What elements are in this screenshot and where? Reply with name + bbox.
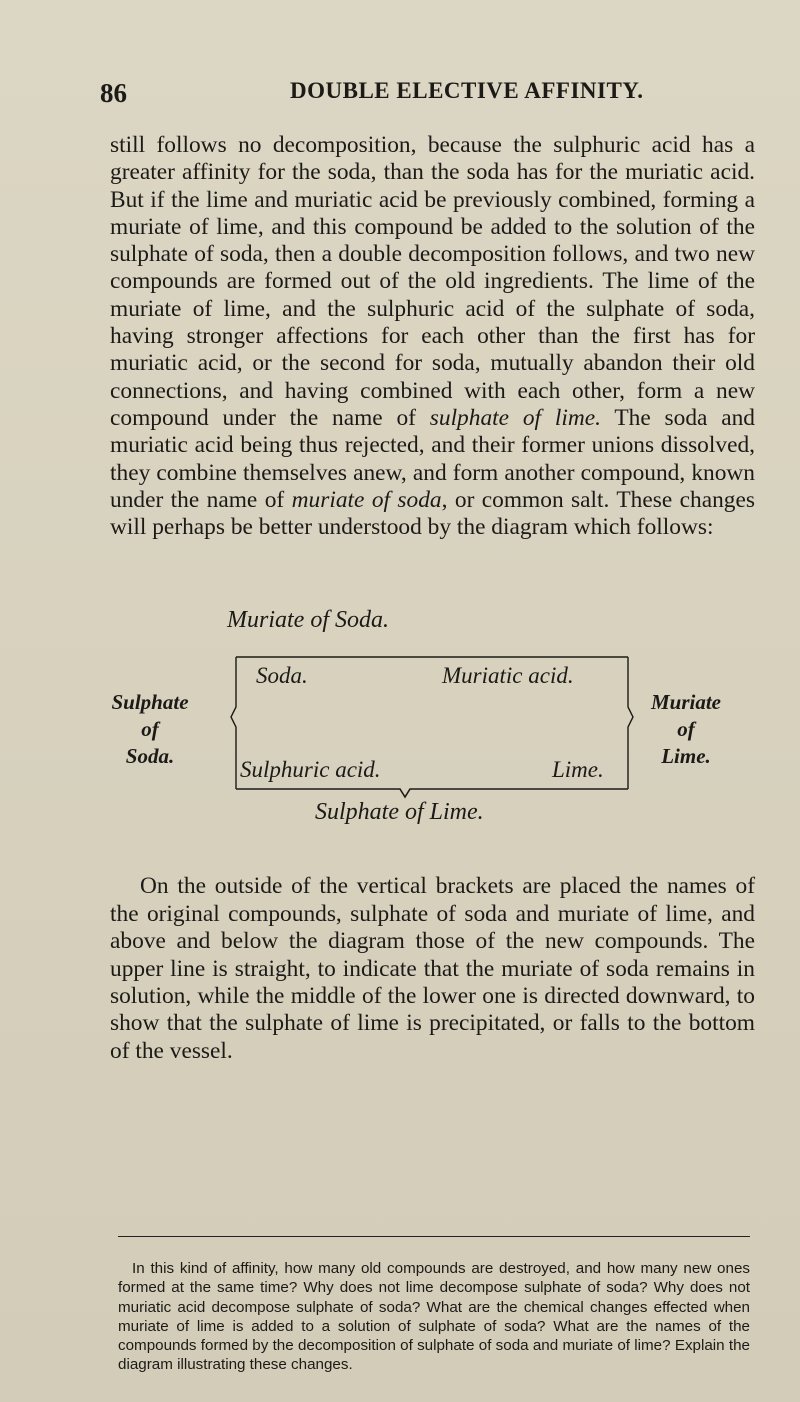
- para1-text-a: still follows no decomposition, because the sulphuric acid has a greater affinity for the soda, than the soda has for the muriatic acid. But if the lime and muriatic acid be previously combined, forming a muriate of lime, and this compound be added to the solution of the sulphate of soda, then a double decomposition follows, and two new compounds are formed out of the old ingredients. The lime of the muriate of lime, and the sulphuric acid of the sulphate of soda, having stronger affections for each other than the first has for muriatic acid, or the second for soda, mutually abandon their old connections, and having combined with each other, form a new compound under the name of: [110, 132, 755, 431]
- footnote-rule: [118, 1236, 750, 1237]
- explanation-paragraph: On the outside of the vertical brackets are placed the names of the original compounds, sulphate of soda and muriate of lime, and above and below the diagram those of the new compounds. The upper line is straight, to indicate that the muriate of soda remains in solution, while the middle of the lower one is directed downward, to show that the sulphate of lime is precipitated, or falls to the bottom of the vessel.: [110, 873, 755, 1064]
- right-label-line-1: Muriate: [650, 690, 721, 714]
- left-label-line-2: of: [141, 717, 159, 741]
- paragraph-1: [110, 132, 755, 541]
- para1-italic-2: muriate of soda: [291, 486, 442, 513]
- right-label-line-2: of: [677, 717, 695, 741]
- bottom-line: [236, 789, 628, 797]
- diagram-bottom-title: Sulphate of Lime.: [315, 799, 484, 825]
- left-bracket: [231, 657, 236, 789]
- para1-italic-1: sulphate of lime.: [429, 404, 601, 431]
- diagram-muriatic-acid: Muriatic acid.: [442, 663, 574, 688]
- diagram-soda: Soda.: [256, 663, 308, 688]
- diagram-top-title: Muriate of Soda.: [227, 607, 389, 633]
- running-head: DOUBLE ELECTIVE AFFINITY.: [290, 78, 644, 103]
- diagram-right-label: [640, 689, 732, 770]
- left-label-line-3: Soda.: [125, 744, 175, 768]
- left-label-line-1: Sulphate: [111, 690, 189, 714]
- diagram-left-label: [104, 689, 196, 770]
- right-label-line-3: Lime.: [661, 744, 711, 768]
- diagram-lime: Lime.: [552, 757, 604, 782]
- right-bracket: [628, 657, 633, 789]
- page-header: [100, 78, 740, 118]
- para1-text-b: The soda and muriatic acid being thus rejected, and their former unions dissolved, they combine themselves anew, and form another compound, known under the name of: [110, 404, 755, 513]
- study-questions: In this kind of affinity, how many old compounds are destroyed, and how many new ones formed at the same time? Why does not lime decompose sulphate of soda? Why does not muriatic acid decompose sulphate of soda? What are the chemical changes effected when muriate of lime is added to a solution of sulphate of soda? What are the names of the compounds formed by the decomposition of sulphate of soda and muriate of lime? Explain the diagram illustrating these changes.: [118, 1260, 750, 1374]
- para1-text-c: , or common salt. These changes will perhaps be better understood by the diagram which follows:: [110, 486, 755, 541]
- body-paragraph: [110, 132, 755, 541]
- diagram-sulphuric-acid: Sulphuric acid.: [240, 757, 381, 782]
- affinity-diagram: [100, 607, 750, 825]
- page-number: 86: [100, 78, 127, 108]
